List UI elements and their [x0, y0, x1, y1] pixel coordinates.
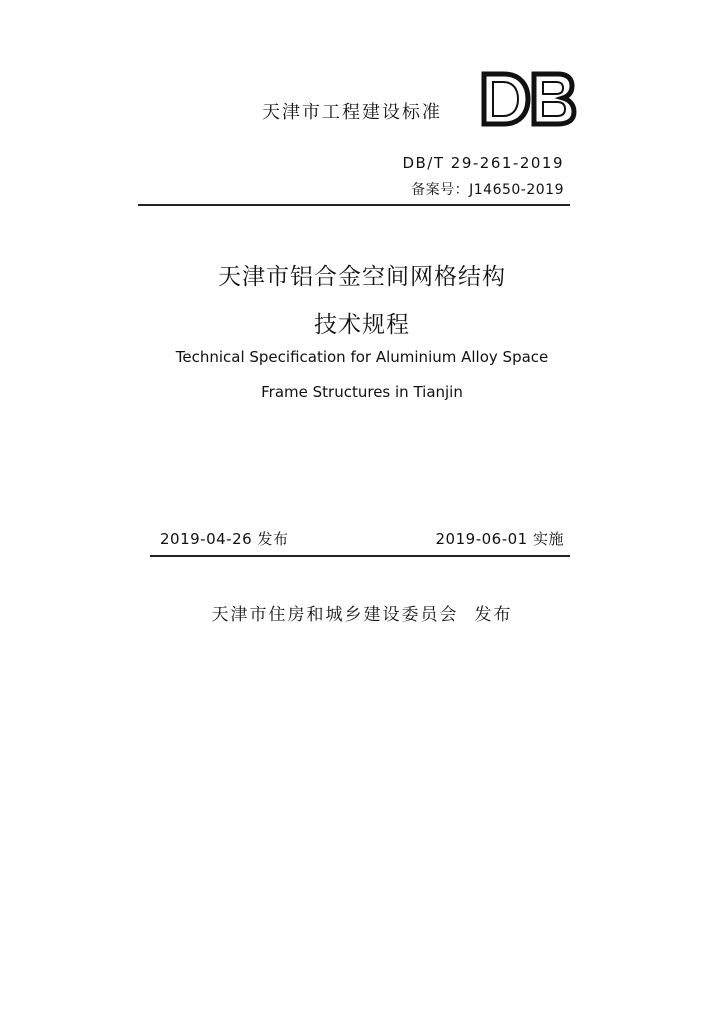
filing-number: 备案号：J14650-2019	[411, 182, 564, 198]
db-logo	[480, 70, 578, 128]
issue-date-block	[160, 528, 288, 549]
series-title: 天津市工程建设标准	[262, 102, 442, 123]
implementation-date: 2019-06-01	[435, 530, 528, 548]
title-english-line-2: Frame Structures in Tianjin	[261, 383, 463, 401]
publisher-line	[0, 600, 724, 625]
logo-letter-d-inner	[493, 82, 518, 116]
implementation-label: 实施	[532, 530, 564, 548]
standard-number: DB/T 29-261-2019	[402, 154, 564, 172]
footer-divider	[150, 555, 570, 557]
title-chinese-line-1: 天津市铝合金空间网格结构	[218, 264, 506, 290]
title-english-line-1: Technical Specification for Aluminium Alloy Space	[175, 348, 549, 366]
publisher-action: 发布	[474, 605, 513, 625]
issue-date: 2019-04-26	[160, 530, 253, 548]
issue-label: 发布	[257, 530, 289, 548]
publisher-name: 天津市住房和城乡建设委员会	[211, 605, 459, 625]
header-divider	[138, 204, 570, 206]
implementation-date-block	[436, 528, 564, 549]
title-chinese-line-2: 技术规程	[314, 312, 410, 338]
